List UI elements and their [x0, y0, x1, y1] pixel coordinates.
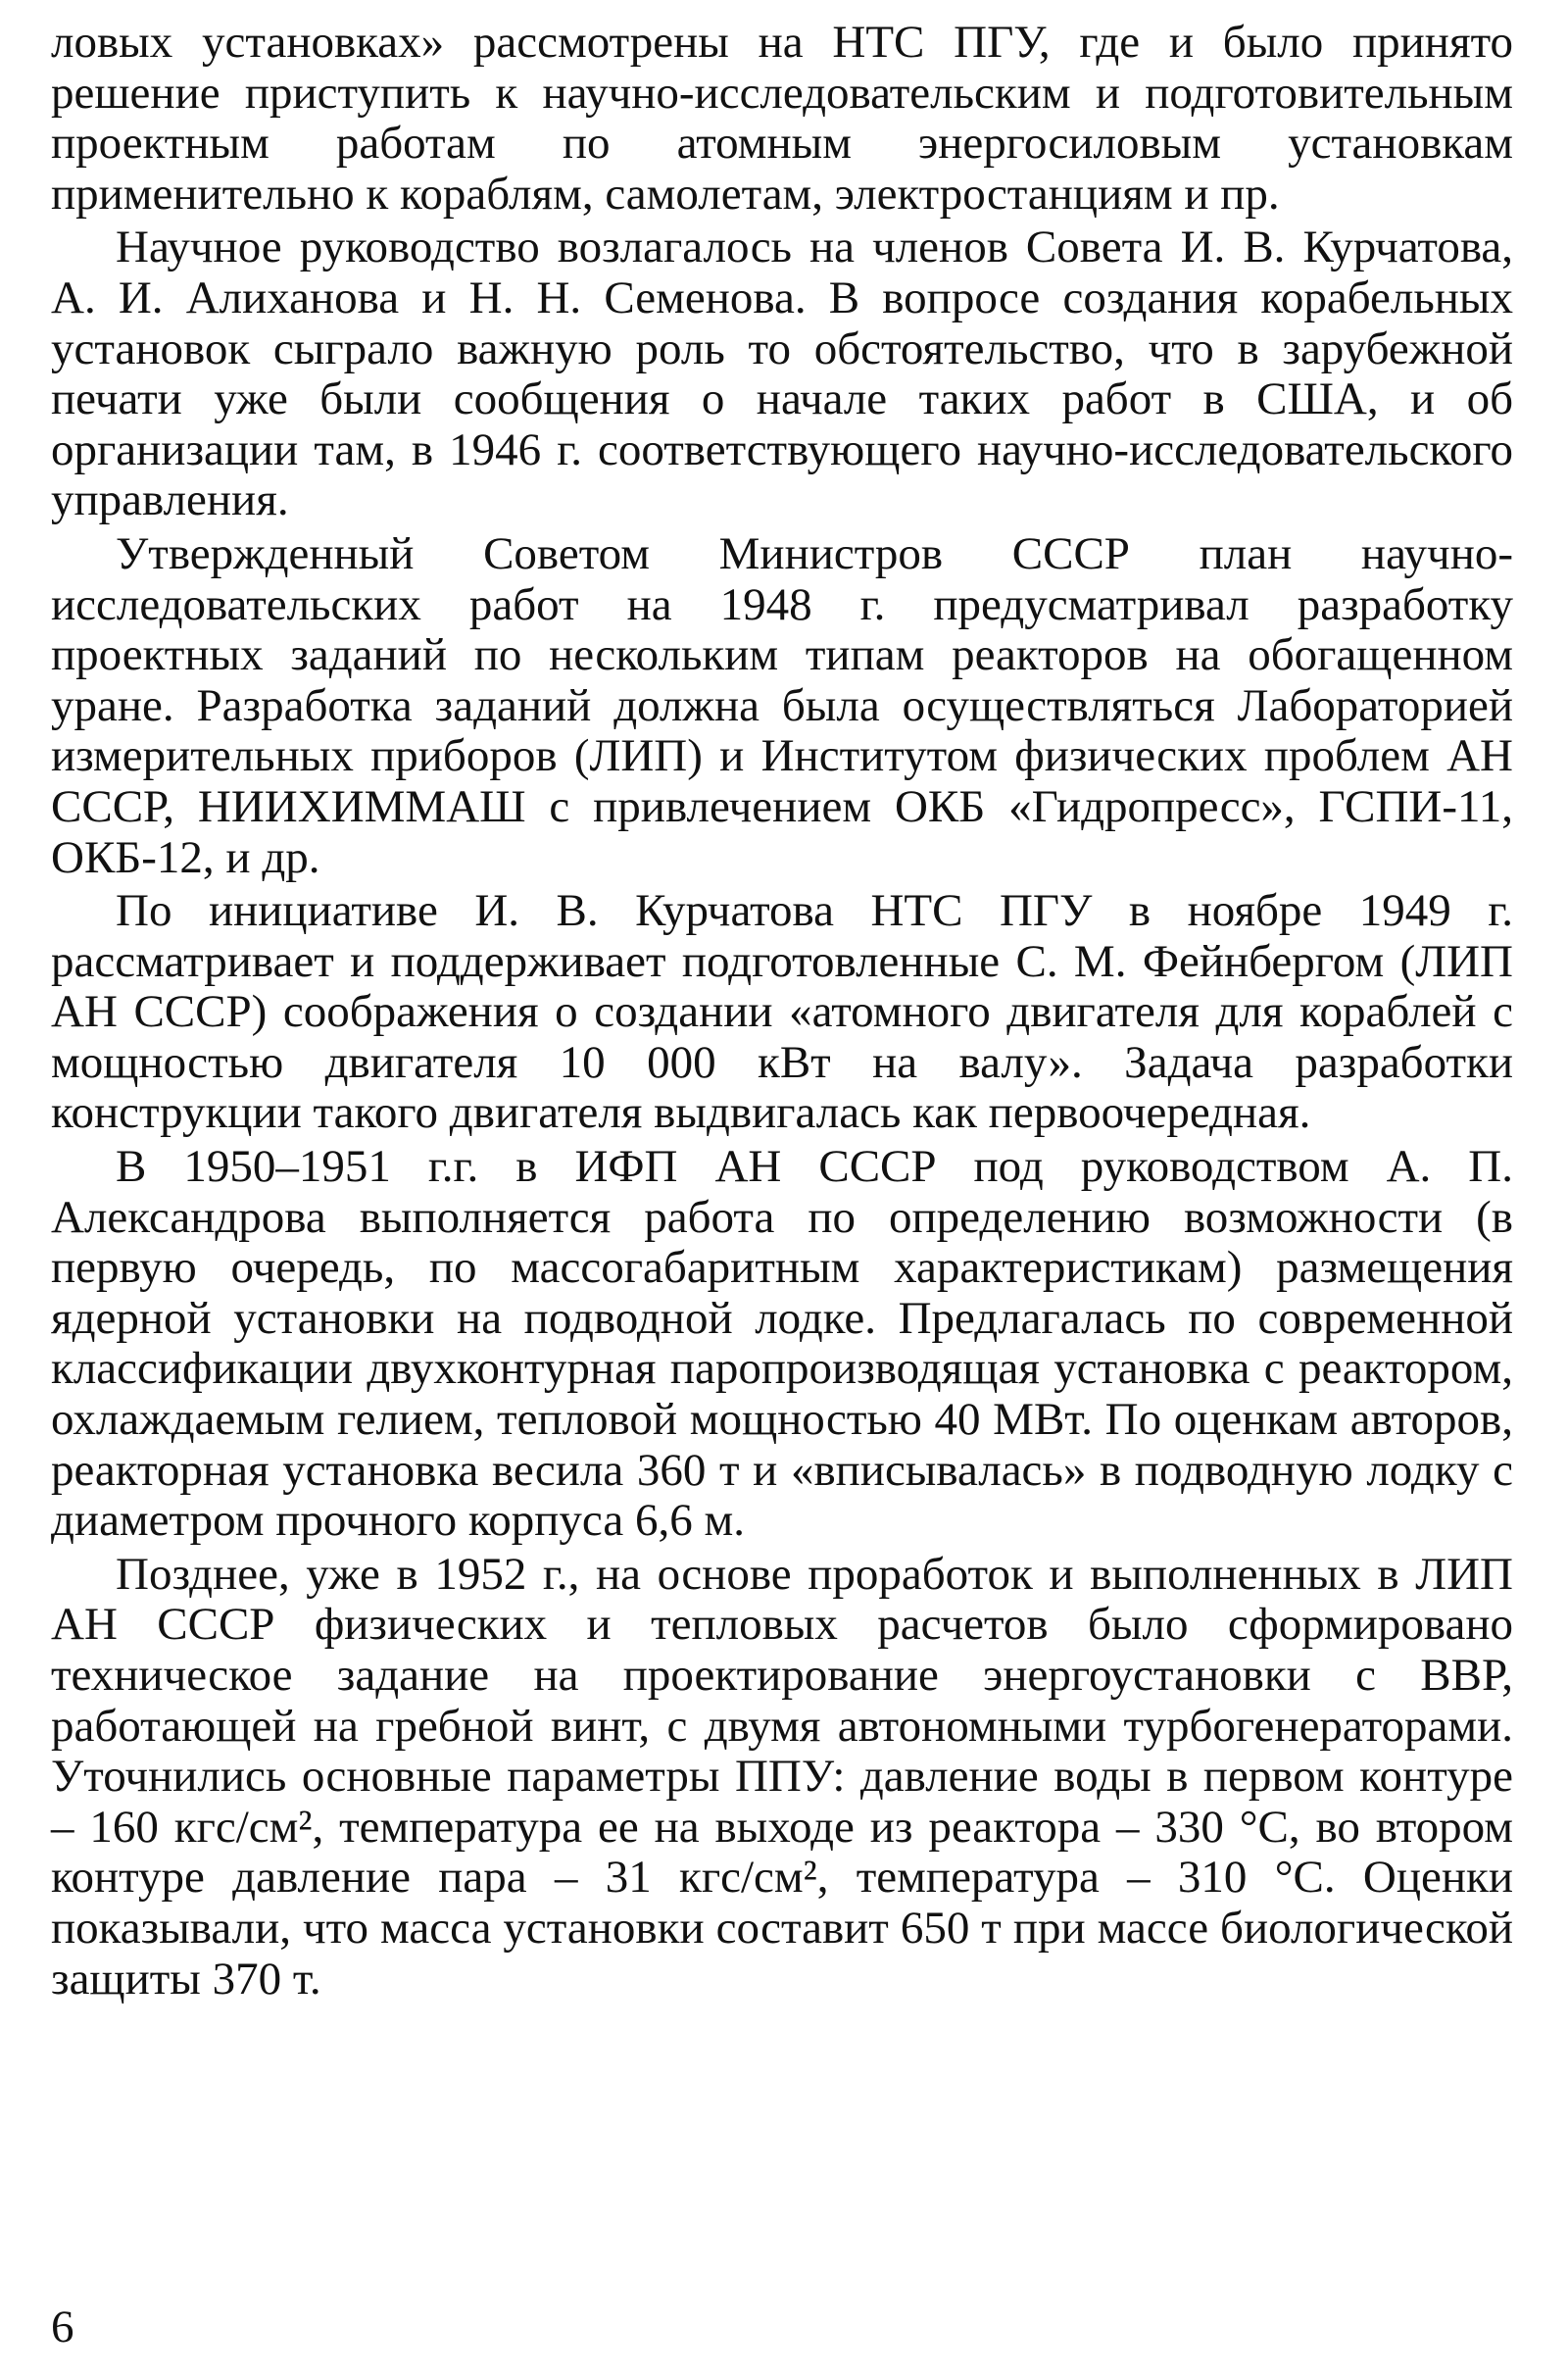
paragraph-1: ловых установках» рассмотрены на НТС ПГУ, где и было принято решение приступить к научно-исследовательским и подготовительным проектным работам по атомным энергосиловым установкам применительно к кораблям, самолетам, электростанциям и пр.: [51, 17, 1513, 220]
paragraph-4: По инициативе И. В. Курчатова НТС ПГУ в ноябре 1949 г. рассматривает и поддерживает подготовленные С. М. Фейнбергом (ЛИП АН СССР) соображения о создании «атомного двигателя для кораблей с мощностью двигателя 10 000 кВт на валу». Задача разработки конструкции такого двигателя выдвигалась как первоочередная.: [51, 885, 1513, 1139]
paragraph-3: Утвержденный Советом Министров СССР план научно-исследовательских работ на 1948 г. предусматривал разработку проектных заданий по нескольким типам реакторов на обогащенном уране. Разработка заданий должна была осуществляться Лабораторией измерительных приборов (ЛИП) и Институтом физических проблем АН СССР, НИИХИММАШ с привлечением ОКБ «Гидропресс», ГСПИ-11, ОКБ-12, и др.: [51, 527, 1513, 883]
body-text: [51, 18, 1513, 2005]
paragraph-2: Научное руководство возлагалось на членов Совета И. В. Курчатова, А. И. Алиханова и Н. Н. Семенова. В вопросе создания корабельных установок сыграло важную роль то обстоятельство, что в зарубежной печати уже были сообщения о начале таких работ в США, и об организации там, в 1946 г. соответствующего научно-исследовательского управления.: [51, 222, 1513, 526]
paragraph-6: Позднее, уже в 1952 г., на основе проработок и выполненных в ЛИП АН СССР физических и тепловых расчетов было сформировано техническое задание на проектирование энергоустановки с ВВР, работающей на гребной винт, с двумя автономными турбогенераторами. Уточнились основные параметры ППУ: давление воды в первом контуре – 160 кгс/см², температура ее на выходе из реактора – 330 °С, во втором контуре давление пара – 31 кгс/см², температура – 310 °С. Оценки показывали, что масса установки составит 650 т при массе биологической защиты 370 т.: [51, 1548, 1513, 2005]
paragraph-5: В 1950–1951 г.г. в ИФП АН СССР под руководством А. П. Александрова выполняется работа по определению возможности (в первую очередь, по массогабаритным характеристикам) размещения ядерной установки на подводной лодке. Предлагалась по современной классификации двухконтурная паропроизводящая установка с реактором, охлаждаемым гелием, тепловой мощностью 40 МВт. По оценкам авторов, реакторная установка весила 360 т и «вписывалась» в подводную лодку с диаметром прочного корпуса 6,6 м.: [51, 1141, 1513, 1547]
page-number: 6: [51, 2302, 74, 2352]
